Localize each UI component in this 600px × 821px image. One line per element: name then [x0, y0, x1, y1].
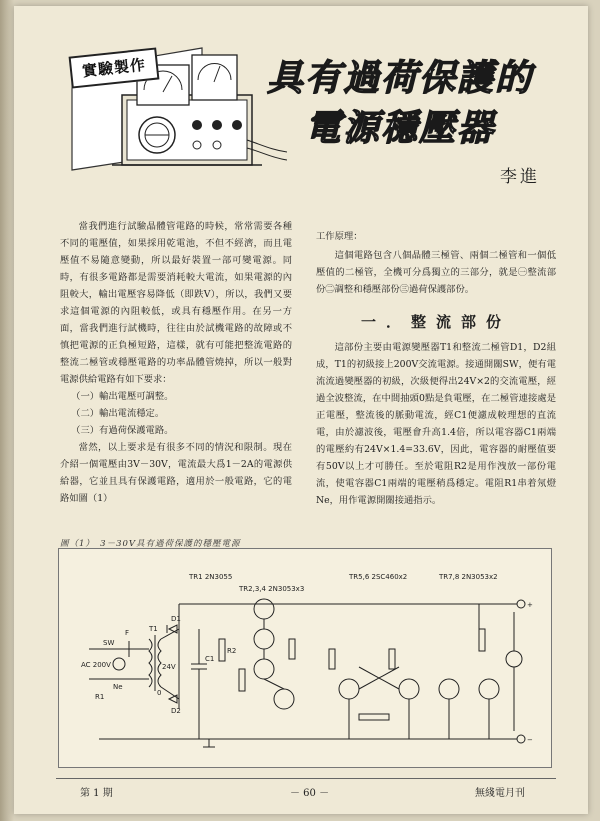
issue-number: 第 1 期 [80, 788, 113, 799]
label-zero: 0 [157, 689, 162, 697]
label-d2: D2 [171, 707, 181, 715]
label-r1: R1 [95, 693, 105, 701]
footer-rule [56, 778, 556, 779]
label-tr1: TR1 2N3055 [189, 573, 233, 581]
label-f: F [125, 629, 130, 637]
label-r2: R2 [227, 647, 237, 655]
article-title-line2: 電源穩壓器 [304, 107, 495, 149]
closing-paragraph: 當然，以上要求是有很多不同的情況和限制。現在介紹一個電壓由3V－30V，電流最大爲1－2A的電源供給器，它並且具有保護電路，適用於一般電路，它的電路如圖（1） [60, 442, 292, 504]
requirement-item: （二）輸出電流穩定。 [71, 408, 165, 419]
label-plus: + [527, 601, 533, 609]
article-category-badge: 實驗製作 [69, 47, 160, 88]
requirement-item: （一）輸出電壓可調整。 [71, 391, 174, 402]
label-minus: − [527, 736, 533, 744]
label-24v: 24V [162, 663, 176, 671]
right-text-column [316, 228, 556, 509]
principle-heading: 工作原理： [316, 231, 363, 242]
section-title: 一．整流部份 [360, 313, 511, 331]
label-d1: D1 [171, 615, 181, 623]
left-text-column [60, 218, 292, 507]
label-ne: Ne [113, 683, 123, 691]
label-tr78: TR7,8 2N3053x2 [439, 573, 498, 581]
article-title-line1: 具有過荷保護的 [266, 57, 533, 99]
rectifier-paragraph: 這部份主要由電源變壓器T1和整流二極管D1，D2組成，T1的初級接上200V交流電源。接通開關SW，便有電流流過變壓器的初級，次級便得出24V×2的交流電壓，經過全波整流，在中間抽頭0點是負電壓，在二極管連接處是正電壓，整流後的脈動電流，經C1便濾成較理想的直流電，由於濾波後，電壓會升高1.4倍，所以電容器C1兩端的電壓約有24V×1.4=33.6V，因此，電容器的耐壓值要有50V以上才可勝任。至於電阻R2是用作洩放一部份電流，使電容器C1兩端的電壓稍爲穩定。電阻R1串着氖燈Ne，用作電源開關接通指示。 [316, 342, 556, 506]
label-sw: SW [103, 639, 115, 647]
author-name: 李進 [500, 167, 540, 187]
page-number: － 60 － [290, 788, 330, 799]
label-c1: C1 [205, 655, 215, 663]
label-ac: AC 200V [81, 661, 111, 669]
circuit-schematic [58, 548, 552, 768]
label-tr234: TR2,3,4 2N3053x3 [239, 585, 305, 593]
magazine-name: 無綫電月刊 [475, 788, 525, 799]
label-t1: T1 [149, 625, 158, 633]
figure-caption: 圖（1） 3－30V具有過荷保護的穩壓電源 [60, 539, 241, 549]
label-tr56: TR5,6 2SC460x2 [349, 573, 408, 581]
requirement-item: （三）有過荷保護電路。 [71, 425, 174, 436]
intro-paragraph: 當我們進行試驗晶體管電路的時候，常常需要各種不同的電壓值，如果採用乾電池，不但不經濟，而且電壓值不易隨意變動，所以最好裝置一部可變電源。同時，有很多電路都是需要消耗較大電流，如果電源的內阻較大，輸出電壓容易降低（即跌V），所以，我們又要求這個電源的內阻較低，或具有穩壓作用。在另一方面，當我們進行試機時，往往由於試機電路的故障或不慎把電源的正負極短路，這樣，就有可能把整流電路的整流二極管或穩壓電路的功率晶體管燒掉，所以一般對電源供給電路有如下要求： [60, 221, 292, 385]
principle-paragraph: 這個電路包含八個晶體三極管、兩個二極管和一個低壓值的二極管，全機可分爲獨立的三部分，就是㊀整流部份㊁調整和穩壓部份㊂過荷保護部份。 [316, 250, 556, 295]
page-binding [0, 0, 14, 821]
